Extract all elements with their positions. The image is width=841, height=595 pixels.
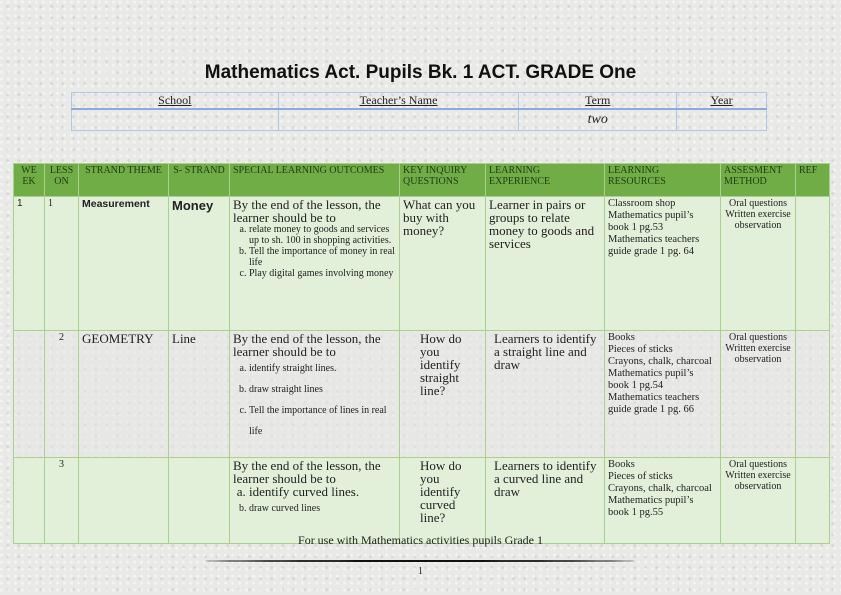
resource-item: Mathematics pupil’s book 1 pg.54 <box>608 368 694 391</box>
outcome-item: b. draw straight lines <box>249 379 396 400</box>
assessment-item: Oral questions <box>728 459 788 470</box>
col-ref: REF <box>796 164 830 197</box>
assessment-item: Written exercise <box>725 343 791 354</box>
week-cell: 1 <box>14 197 45 331</box>
col-experience: LEARNING EXPERIENCE <box>486 164 605 197</box>
outcomes-cell <box>230 331 400 458</box>
col-week: WE EK <box>14 164 45 197</box>
outcome-item: a. identify curved lines. <box>249 485 396 498</box>
question-cell: How do you identify straight line? <box>400 331 486 458</box>
outcome-item: b. draw curved lines <box>249 498 396 520</box>
teacher-name-value <box>278 109 519 131</box>
col-lesson: LESS ON <box>45 164 79 197</box>
outcomes-cell <box>230 458 400 544</box>
year-header: Year <box>677 93 767 110</box>
header-row <box>14 164 830 197</box>
strand-cell: Measurement <box>79 197 169 331</box>
assessment-item: Oral questions <box>728 332 788 343</box>
assessment-item: observation <box>734 220 782 231</box>
assessment-item: Written exercise <box>725 470 791 481</box>
ref-cell <box>796 197 830 331</box>
assessment-item: observation <box>734 481 782 492</box>
sub-strand-cell <box>169 458 230 544</box>
experience-cell: Learner in pairs or groups to relate money to goods and services <box>486 197 605 331</box>
assessment-item: observation <box>734 354 782 365</box>
resource-item: Classroom shop <box>608 198 676 209</box>
outcome-item: c. Tell the importance of lines in real life <box>249 400 396 442</box>
document-title: Mathematics Act. Pupils Bk. 1 ACT. GRADE One <box>204 62 637 83</box>
year-value <box>677 109 767 131</box>
strand-cell: GEOMETRY <box>79 331 169 458</box>
sub-strand-cell: Line <box>169 331 230 458</box>
school-header: School <box>72 93 279 110</box>
assessment-cell <box>721 458 796 544</box>
resources-cell <box>605 458 721 544</box>
col-assessment: ASSESMENT METHOD <box>721 164 796 197</box>
ref-cell <box>796 458 830 544</box>
teacher-name-header: Teacher’s Name <box>278 93 519 110</box>
experience-cell: Learners to identify a straight line and draw <box>486 331 605 458</box>
outcome-item: b. Tell the importance of money in real life <box>249 246 396 268</box>
resource-item: Mathematics teachers guide grade 1 pg. 64 <box>608 234 700 257</box>
resource-item: Crayons, chalk, charcoal <box>608 483 712 494</box>
resource-item: Pieces of sticks <box>608 471 673 482</box>
assessment-item: Oral questions <box>728 198 788 209</box>
school-value <box>72 109 279 131</box>
question-cell: How do you identify curved line? <box>400 458 486 544</box>
sub-strand-cell: Money <box>169 197 230 331</box>
resource-item: Pieces of sticks <box>608 344 673 355</box>
info-table <box>71 92 767 131</box>
resource-item: Mathematics teachers guide grade 1 pg. 66 <box>608 392 700 415</box>
table-row <box>14 331 830 458</box>
term-header: Term <box>519 93 677 110</box>
week-cell <box>14 458 45 544</box>
resource-item: Crayons, chalk, charcoal <box>608 356 712 367</box>
scheme-of-work-table <box>13 163 830 544</box>
resource-item: Books <box>608 459 635 470</box>
lesson-cell: 1 <box>45 197 79 331</box>
footer-divider <box>205 560 635 562</box>
col-outcomes: SPECIAL LEARNING OUTCOMES <box>230 164 400 197</box>
ref-cell <box>796 331 830 458</box>
footer-text: For use with Mathematics activities pupils Grade 1 <box>298 533 543 547</box>
resource-item: Mathematics pupil’s book 1 pg.55 <box>608 495 694 518</box>
col-resources: LEARNING RESOURCES <box>605 164 721 197</box>
table-row <box>14 197 830 331</box>
strand-cell <box>79 458 169 544</box>
outcomes-intro: By the end of the lesson, the learner should be to <box>233 331 381 359</box>
outcome-item: a. identify straight lines. <box>249 358 396 379</box>
page-number: 1 <box>418 566 423 577</box>
term-value: two <box>519 109 677 131</box>
outcomes-intro: By the end of the lesson, the learner should be to <box>233 197 381 225</box>
week-cell <box>14 331 45 458</box>
resources-cell <box>605 331 721 458</box>
outcomes-cell <box>230 197 400 331</box>
lesson-cell: 2 <box>45 331 79 458</box>
col-strand: STRAND THEME <box>79 164 169 197</box>
assessment-cell <box>721 197 796 331</box>
col-sub-strand: S- STRAND <box>169 164 230 197</box>
col-questions: KEY INQUIRY QUESTIONS <box>400 164 486 197</box>
assessment-item: Written exercise <box>725 209 791 220</box>
outcomes-intro: By the end of the lesson, the learner should be to <box>233 458 381 486</box>
resource-item: Mathematics pupil’s book 1 pg.53 <box>608 210 694 233</box>
outcome-item: a. relate money to goods and services up to sh. 100 in shopping activities. <box>249 224 396 246</box>
question-cell: What can you buy with money? <box>400 197 486 331</box>
table-row <box>14 458 830 544</box>
assessment-cell <box>721 331 796 458</box>
experience-cell: Learners to identify a curved line and draw <box>486 458 605 544</box>
outcome-item: c. Play digital games involving money <box>249 268 396 279</box>
lesson-cell: 3 <box>45 458 79 544</box>
resources-cell <box>605 197 721 331</box>
resource-item: Books <box>608 332 635 343</box>
